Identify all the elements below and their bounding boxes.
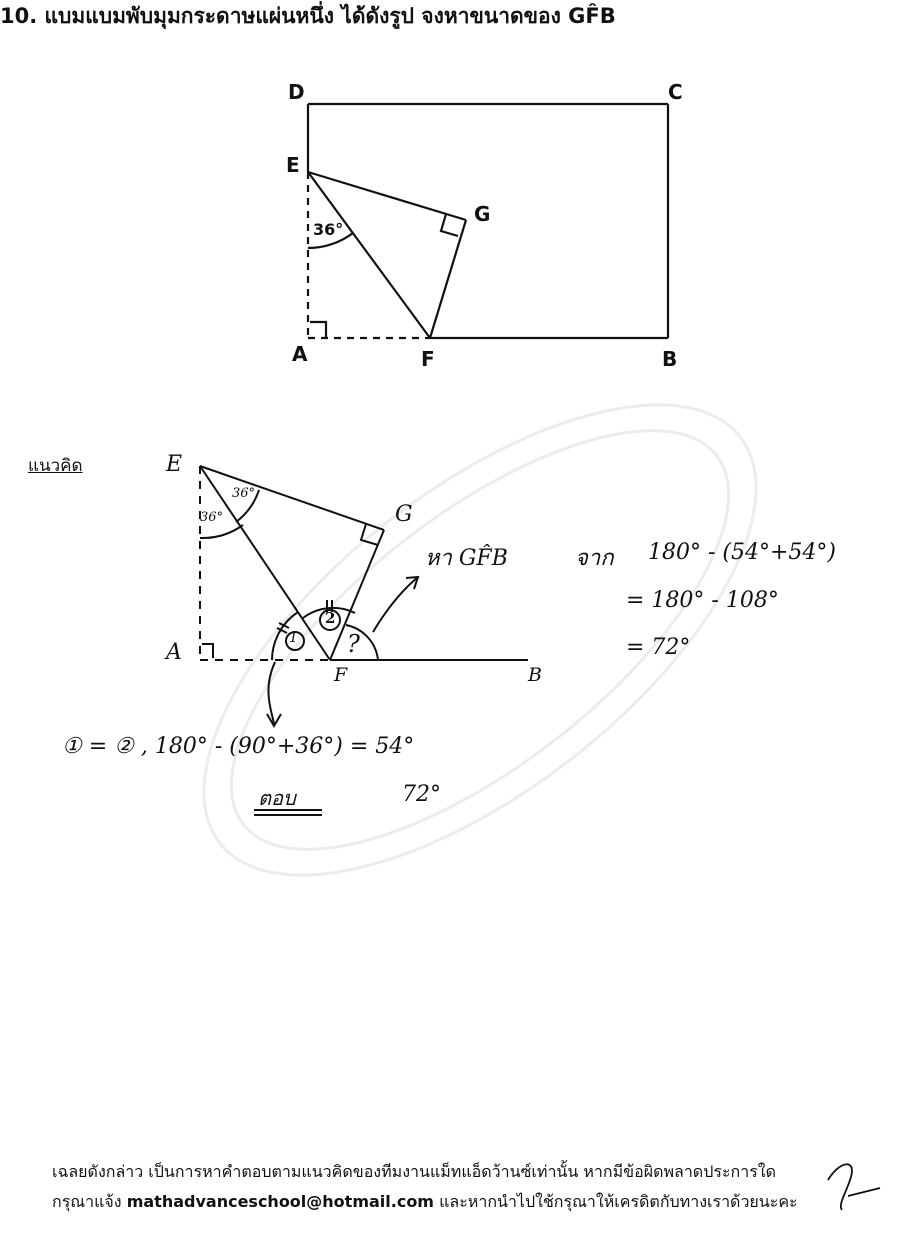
calc-line-1: 180° - (54°+54°) [648,540,836,565]
footer-contact-prefix: กรุณาแจ้ง [52,1192,122,1211]
sketch-angle-mark-1: 36° [200,510,224,525]
point-label-a: A [292,342,308,366]
footer-contact-suffix: และหากนำไปใช้กรุณาให้เครดิตกับทางเราด้วยนะคะ [439,1192,798,1211]
point-label-e: E [286,153,300,177]
sketch-angle-mark-2: 36° [232,486,256,501]
answer-value: 72° [402,782,441,807]
point-label-d: D [288,80,305,104]
unknown-angle-mark: ? [347,630,360,658]
sketch-point-e: E [166,452,183,477]
question-text: 10. แบมแบมพับมุมกระดาษแผ่นหนึ่ง ได้ดังรูป จงหาขนาดของ GF̂B [0,4,616,28]
sketch-point-f: F [334,664,348,686]
contact-email: mathadvanceschool@hotmail.com [126,1192,434,1211]
angle-relation: ① = ② , 180° - (90°+36°) = 54° [62,734,415,759]
footer-disclaimer: เฉลยดังกล่าว เป็นการหาคำตอบตามแนวคิดของทีมงานแม็ทแอ็ดว้านซ์เท่านั้น หากมีข้อผิดพลาดประการใด [52,1162,776,1181]
point-label-f: F [421,347,435,371]
circle-label-2: 2 [325,609,336,627]
point-label-c: C [668,80,683,104]
circle-label-1: 1 [289,630,298,646]
solution-heading: แนวคิด [28,456,83,476]
sketch-point-a: A [166,640,182,665]
find-label: หา GF̂B [425,546,508,571]
sketch-point-b: B [528,664,542,686]
calc-line-3: = 72° [626,635,691,660]
calc-line-2: = 180° - 108° [626,588,779,613]
angle-label-36: 36° [313,220,344,239]
sketch-point-g: G [395,502,413,527]
point-label-g: G [474,202,491,226]
point-label-b: B [662,347,678,371]
answer-label: ตอบ [258,786,296,810]
from-label: จาก [575,546,614,571]
